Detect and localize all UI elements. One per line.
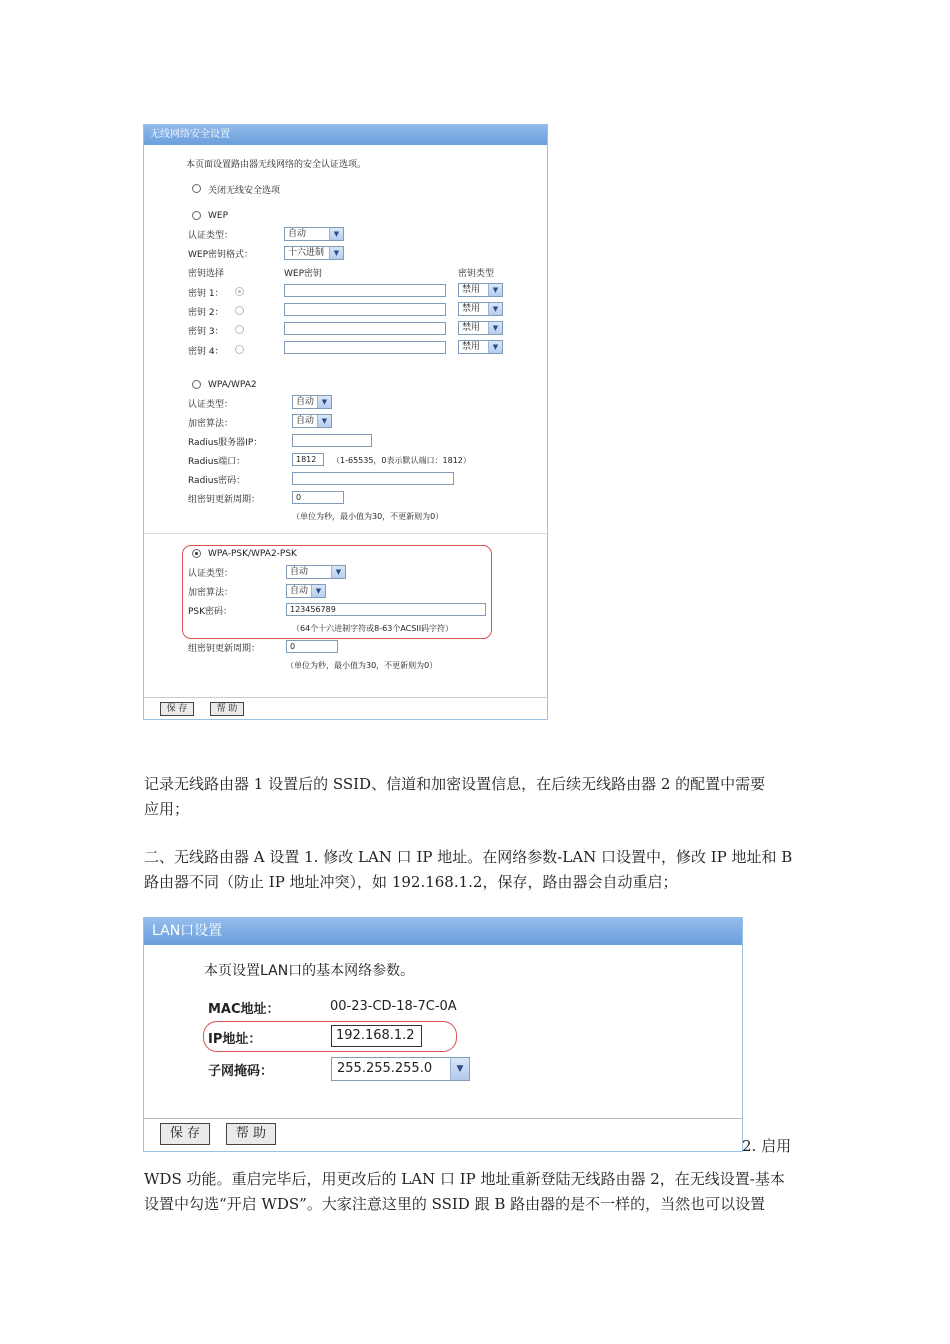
paragraph-3-line-2: 设置中勾选“开启 WDS”。大家注意这里的 SSID 跟 B 路由器的是不一样的，当然也可以设置: [144, 1195, 766, 1213]
wpa-alg-select[interactable]: [292, 414, 332, 428]
wpa-auth-label: 认证类型：: [188, 400, 234, 410]
paragraph-3-line-1: WDS 功能。重启完毕后，用更改后的 LAN 口 IP 地址重新登陆无线路由器 2，在无线设置-基本: [144, 1170, 785, 1188]
wep-key2-input[interactable]: [284, 303, 446, 316]
mask-label: 子网掩码：: [208, 1064, 274, 1079]
radius-port-hint: （1-65535，0表示默认端口：1812）: [332, 456, 471, 465]
wep-key3-type-select[interactable]: [458, 321, 503, 335]
wep-key1-type-select[interactable]: [458, 283, 503, 297]
radio-security-off[interactable]: [192, 184, 201, 193]
psk-auth-value: 自动: [290, 567, 309, 577]
radius-pwd-label: Radius密码：: [188, 476, 246, 486]
wpa-label: WPA/WPA2: [208, 380, 257, 390]
col-key-type: 密钥类型: [458, 269, 495, 279]
wep-key4-label: 密钥 4：: [188, 347, 224, 357]
wpa-auth-value: 自动: [296, 397, 315, 407]
radius-pwd-input[interactable]: [292, 472, 454, 485]
radio-wpa-psk[interactable]: [192, 549, 201, 558]
wpa-alg-label: 加密算法：: [188, 419, 234, 429]
wep-format-select[interactable]: [284, 246, 344, 260]
panel-intro: 本页面设置路由器无线网络的安全认证选项。: [186, 160, 367, 170]
psk-auth-label: 认证类型：: [188, 569, 234, 579]
help-button[interactable]: 帮 助: [210, 702, 244, 716]
ip-label: IP地址：: [208, 1032, 262, 1047]
wep-key2-type-select[interactable]: [458, 302, 503, 316]
ip-input[interactable]: 192.168.1.2: [331, 1025, 422, 1047]
wpa-alg-value: 自动: [296, 416, 315, 426]
radio-wep[interactable]: [192, 211, 201, 220]
wpa-auth-select[interactable]: [292, 395, 332, 409]
divider: [144, 697, 547, 698]
wep-auth-label: 认证类型：: [188, 231, 234, 241]
wep-key3-label: 密钥 3：: [188, 327, 224, 337]
chevron-down-icon: ▼: [488, 303, 502, 315]
wep-key4-type-value: 禁用: [462, 342, 481, 352]
chevron-down-icon: ▼: [488, 341, 502, 353]
chevron-down-icon: ▼: [488, 322, 502, 334]
wep-format-label: WEP密钥格式：: [188, 250, 254, 260]
paragraph-3-inline: 2. 启用: [742, 1137, 792, 1155]
divider: [144, 1118, 742, 1119]
paragraph-1-line-2: 应用；: [144, 800, 190, 818]
col-wep-key: WEP密钥: [284, 269, 323, 279]
wep-key1-radio[interactable]: [235, 287, 244, 296]
chevron-down-icon: ▼: [317, 415, 331, 427]
wep-key2-label: 密钥 2：: [188, 308, 224, 318]
wep-key1-input[interactable]: [284, 284, 446, 297]
psk-group-key-hint: （单位为秒，最小值为30，不更新则为0）: [286, 661, 438, 670]
chevron-down-icon: ▼: [331, 566, 345, 578]
wep-format-value: 十六进制: [288, 248, 325, 258]
psk-label: WPA-PSK/WPA2-PSK: [208, 549, 297, 559]
paragraph-2-line-1: 二、无线路由器 A 设置 1. 修改 LAN 口 IP 地址。在网络参数-LAN 口设置中，修改 IP 地址和 B: [144, 848, 793, 866]
panel-title: LAN口设置: [144, 918, 742, 945]
chevron-down-icon: ▼: [329, 228, 343, 240]
psk-group-key-label: 组密钥更新周期：: [188, 644, 261, 654]
psk-pwd-input[interactable]: 123456789: [286, 603, 486, 616]
save-button[interactable]: 保 存: [160, 1123, 210, 1145]
save-button[interactable]: 保 存: [160, 702, 194, 716]
radius-port-label: Radius端口：: [188, 457, 246, 467]
divider: [144, 533, 547, 534]
wpa-group-key-label: 组密钥更新周期：: [188, 495, 261, 505]
mac-label: MAC地址：: [208, 1002, 280, 1017]
radio-wpa[interactable]: [192, 380, 201, 389]
wep-key4-input[interactable]: [284, 341, 446, 354]
chevron-down-icon: ▼: [450, 1058, 469, 1080]
wep-key2-radio[interactable]: [235, 306, 244, 315]
radius-ip-input[interactable]: [292, 434, 372, 447]
psk-group-key-input[interactable]: 0: [286, 640, 338, 653]
psk-auth-select[interactable]: [286, 565, 346, 579]
psk-alg-select[interactable]: [286, 584, 326, 598]
mask-value: 255.255.255.0: [337, 1061, 433, 1076]
wireless-security-panel: [143, 124, 548, 720]
panel-title: 无线网络安全设置: [144, 125, 547, 145]
wep-label: WEP: [208, 211, 229, 221]
chevron-down-icon: ▼: [488, 284, 502, 296]
psk-alg-label: 加密算法：: [188, 588, 234, 598]
wpa-group-key-input[interactable]: 0: [292, 491, 344, 504]
wep-key3-radio[interactable]: [235, 325, 244, 334]
wep-auth-value: 自动: [288, 229, 307, 239]
psk-pwd-label: PSK密码：: [188, 607, 233, 617]
wep-key3-type-value: 禁用: [462, 323, 481, 333]
radius-ip-label: Radius服务器IP：: [188, 438, 263, 448]
chevron-down-icon: ▼: [317, 396, 331, 408]
psk-alg-value: 自动: [290, 586, 309, 596]
col-key-select: 密钥选择: [188, 269, 225, 279]
wep-key4-radio[interactable]: [235, 345, 244, 354]
mac-value: 00-23-CD-18-7C-0A: [330, 999, 457, 1014]
lan-settings-panel: [143, 917, 743, 1152]
option-off-label: 关闭无线安全选项: [208, 186, 281, 196]
help-button[interactable]: 帮 助: [226, 1123, 276, 1145]
paragraph-1-line-1: 记录无线路由器 1 设置后的 SSID、信道和加密设置信息，在后续无线路由器 2 的配置中需要: [144, 775, 766, 793]
mask-select[interactable]: [331, 1057, 470, 1081]
chevron-down-icon: ▼: [311, 585, 325, 597]
radius-port-input[interactable]: 1812: [292, 453, 324, 466]
wep-key4-type-select[interactable]: [458, 340, 503, 354]
wep-key1-type-value: 禁用: [462, 285, 481, 295]
wpa-group-key-hint: （单位为秒，最小值为30，不更新则为0）: [292, 512, 444, 521]
panel-intro: 本页设置LAN口的基本网络参数。: [204, 963, 415, 979]
wep-key3-input[interactable]: [284, 322, 446, 335]
chevron-down-icon: ▼: [329, 247, 343, 259]
wep-auth-select[interactable]: [284, 227, 344, 241]
psk-pwd-hint: （64个十六进制字符或8-63个ACSII码字符）: [292, 624, 454, 633]
wep-key2-type-value: 禁用: [462, 304, 481, 314]
wep-key1-label: 密钥 1：: [188, 289, 224, 299]
paragraph-2-line-2: 路由器不同（防止 IP 地址冲突），如 192.168.1.2，保存，路由器会自动重启；: [144, 873, 678, 891]
